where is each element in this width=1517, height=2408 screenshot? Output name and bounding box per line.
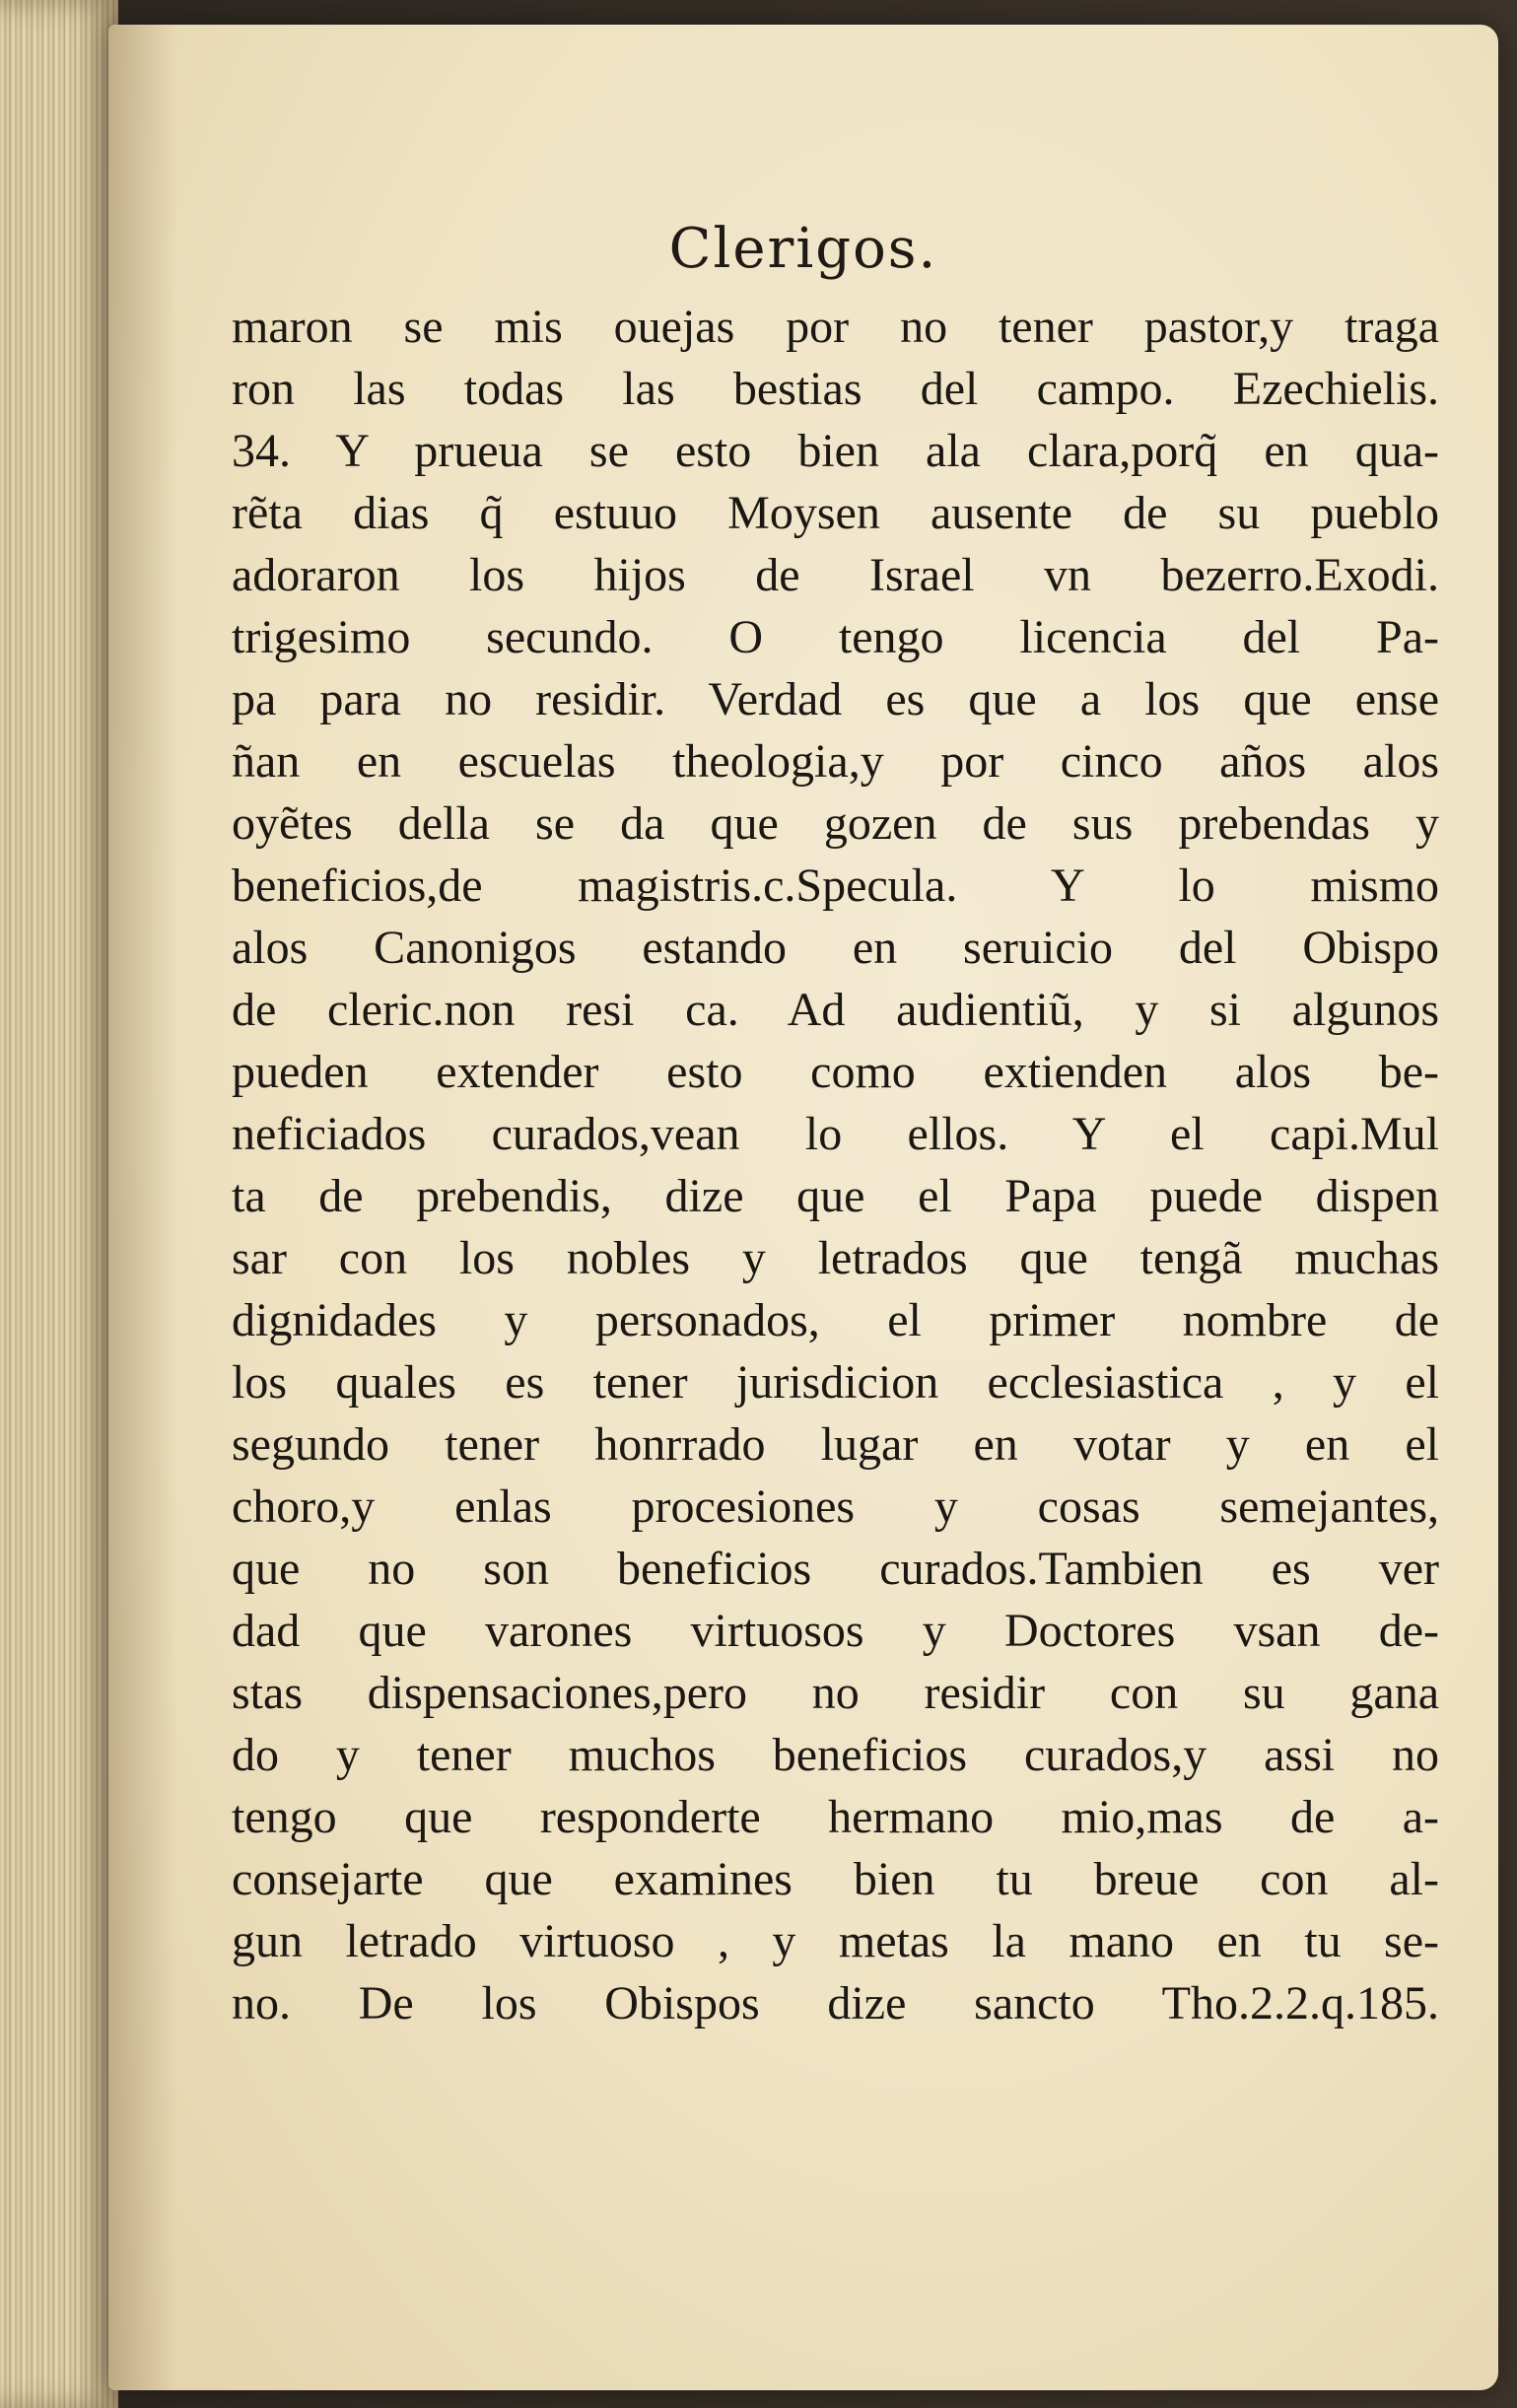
text-line: gun letrado virtuoso , y metas la mano en tu se- [232,1915,1439,1967]
text-line: pueden extender esto como extienden alos be- [232,1046,1439,1098]
running-head: Clerigos. [668,217,938,281]
text-line: trigesimo secundo. O tengo licencia del Pa- [232,611,1439,663]
text-line: dad que varones virtuosos y Doctores vsan de- [232,1605,1439,1657]
text-line: ta de prebendis, dize que el Papa puede dispen [232,1170,1439,1222]
text-line: neficiados curados,vean lo ellos. Y el capi.Mul [232,1108,1439,1160]
text-line: no. De los Obispos dize sancto Tho.2.2.q.185. [232,1977,1439,2030]
text-line: stas dispensaciones,pero no residir con su gana [232,1667,1439,1719]
text-line: ron las todas las bestias del campo. Ezechielis. [232,363,1439,415]
book-page [108,25,1498,2390]
text-line: beneficios,de magistris.c.Specula. Y lo mismo [232,860,1439,912]
book-page-edges [0,0,118,2408]
text-line: tengo que responderte hermano mio,mas de a- [232,1791,1439,1843]
text-line: sar con los nobles y letrados que tengã muchas [232,1232,1439,1284]
text-line: choro,y enlas procesiones y cosas semejantes, [232,1480,1439,1533]
text-line: segundo tener honrrado lugar en votar y en el [232,1418,1439,1471]
text-line: alos Canonigos estando en seruicio del Obispo [232,922,1439,974]
text-line: oyẽtes della se da que gozen de sus prebendas y [232,797,1439,850]
body-text [232,296,1439,2034]
text-line: consejarte que examines bien tu breue con al- [232,1853,1439,1905]
text-line: que no son beneficios curados.Tambien es ver [232,1543,1439,1595]
text-line: pa para no residir. Verdad es que a los que ense [232,673,1439,725]
text-line: ñan en escuelas theologia,y por cinco años alos [232,735,1439,788]
text-line: adoraron los hijos de Israel vn bezerro.Exodi. [232,549,1439,601]
text-line: los quales es tener jurisdicion ecclesiastica , y el [232,1356,1439,1409]
text-line: dignidades y personados, el primer nombre de [232,1294,1439,1346]
text-line: rẽta dias q̃ estuuo Moysen ausente de su pueblo [232,487,1439,539]
text-line: maron se mis ouejas por no tener pastor,y traga [232,301,1439,353]
text-line: do y tener muchos beneficios curados,y assi no [232,1729,1439,1781]
text-line: 34. Y prueua se esto bien ala clara,porq̃ en qua- [232,425,1439,477]
text-line: de cleric.non resi ca. Ad audientiũ, y si algunos [232,984,1439,1036]
